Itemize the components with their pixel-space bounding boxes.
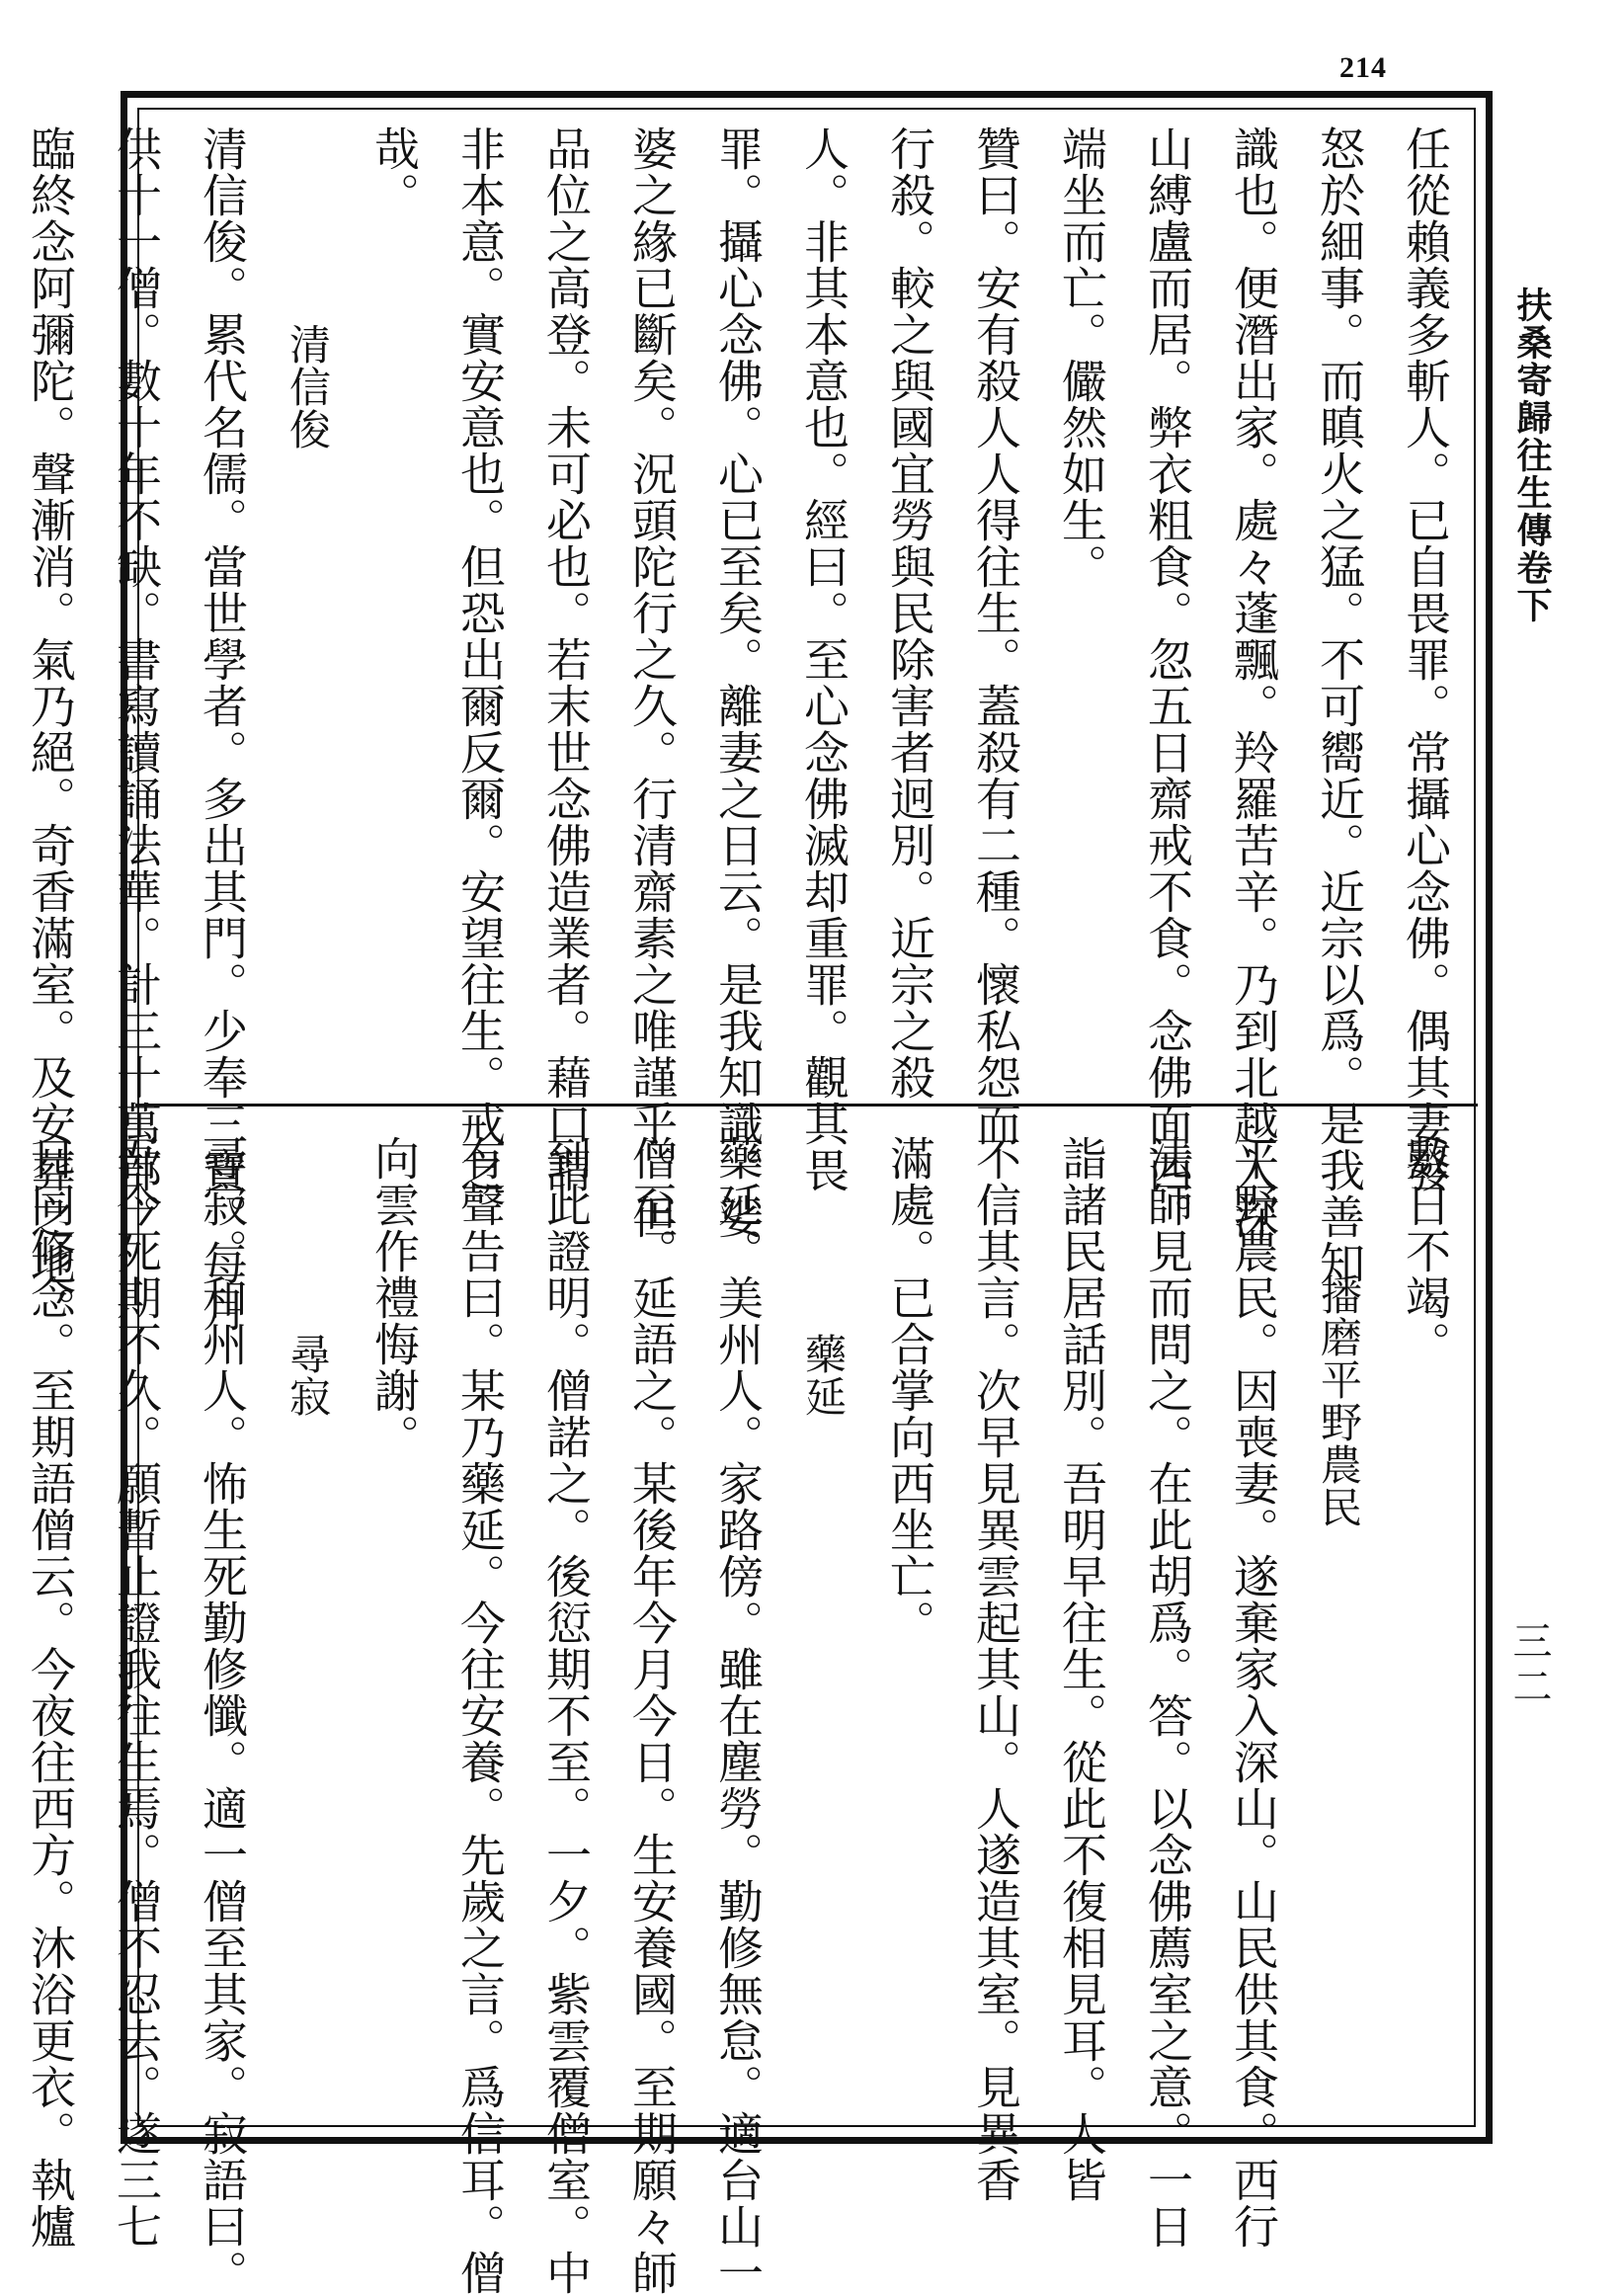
text-column: 臨終念阿彌陀。聲漸消。氣乃絕。奇香滿室。及安葬之地。 [24,125,77,1333]
text-column: 數日不竭。 [1399,1135,1452,1367]
text-column: 供十一僧。數十年不缺。書寫讀誦法華。計三十萬部。 [110,125,163,1240]
text-column: 品位之高登。未可必也。若末世念佛造業者。藉口謂 [539,125,593,1193]
text-column: 僧至。延語之。某後年今月今日。生安養國。至期願々師 [625,1135,679,2296]
text-column: 向雲作禮悔謝。 [367,1135,421,1460]
section-heading: 播磨平野農民 [1315,1273,1363,1528]
text-column: 藥延。美州人。家路傍。雖在塵勞。勤修無怠。適台山一 [711,1135,765,2296]
text-column: 平野農民。因喪妻。遂棄家入深山。山民供其食。西行 [1227,1135,1280,2250]
text-column: 詣諸民居話別。吾明早往生。從此不復相見耳。人皆 [1055,1135,1108,2203]
text-column: 不信其言。次早見異雲起其山。人遂造其室。見異香 [969,1135,1022,2203]
text-column: 行殺。較之與國宜勞與民除害者迥別。近宗之殺 [883,125,936,1101]
lower-text-block [7,1135,1468,2296]
section-heading: 藥延 [799,1333,848,1418]
text-column: 哉。 [367,125,421,218]
section-heading: 清信俊 [283,323,332,451]
lower-half-text [24,1135,1468,2296]
running-head: 扶桑寄歸往生傳卷下 [1511,287,1553,624]
text-column: 怒於細事。而瞋火之猛。不可嚮近。近宗以爲。是我善知 [1313,125,1366,1286]
folio-number: 三二 [1506,1620,1552,1711]
section-heading: 尋寂 [283,1333,332,1418]
text-column: 到此證明。僧諾之。後愆期不至。一夕。紫雲覆僧室。中 [539,1135,593,2296]
text-column: 端坐而亡。儼然如生。 [1055,125,1108,590]
text-column: 人。非其本意也。經曰。至心念佛滅却重罪。觀其畏 [797,125,850,1193]
page-frame [24,91,1493,2296]
text-column: 尋寂。和州人。怖生死勤修懺。適一僧至其家。寂語曰。 [196,1135,249,2296]
text-column: 清信俊。累代名儒。當世學者。多出其門。少奉三寶。每月 [196,125,249,1333]
text-column: 婆之緣已斷矣。況頭陀行之久。行清齋素之唯謹乎。但 [625,125,679,1240]
text-column: 滿處。已合掌向西坐亡。 [883,1135,936,1646]
page-number: 214 [1339,51,1387,84]
text-column: 日同修念。至期語僧云。今夜往西方。沐浴更衣。執爐 [24,1135,77,2250]
text-column: 任從賴義多斬人。已自畏罪。常攝心念佛。偶其妻發 [1399,125,1452,1193]
text-column: 有聲告曰。某乃藥延。今往安養。先歲之言。爲信耳。僧 [453,1135,507,2296]
text-column: 法師見而問之。在此胡爲。答。以念佛薦室之意。一日 [1141,1135,1194,2250]
text-column: 非本意。實安意也。但恐出爾反爾。安望往生。戒之 [453,125,507,1193]
text-column: 識也。便潛出家。處々蓬飄。羚羅苦辛。乃到北越入深 [1227,125,1280,1240]
text-column: 吾今死期不久。願暫止證我往生焉。僧不忍去。遂三七 [110,1135,163,2250]
text-column: 罪。攝心念佛。心已至矣。離妻之日云。是我知識。娑 [711,125,765,1240]
text-column: 贊曰。安有殺人人得往生。蓋殺有二種。懷私怨而 [969,125,1022,1147]
text-column: 山縛盧而居。弊衣粗食。忽五日齋戒不食。念佛面西。 [1141,125,1194,1240]
